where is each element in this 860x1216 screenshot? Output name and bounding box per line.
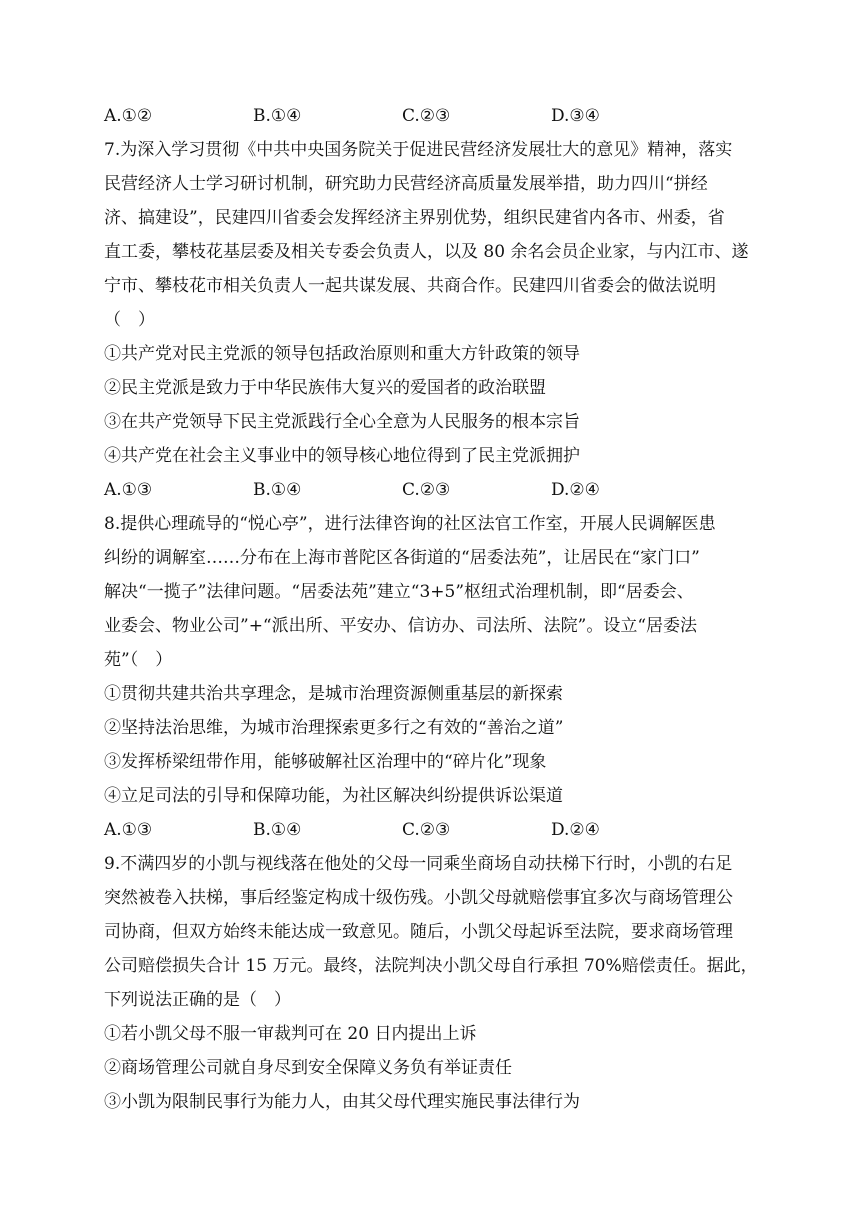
q8-options <box>104 813 764 847</box>
option-a: A.①③ <box>104 820 153 840</box>
option-d: D.③④ <box>551 106 600 126</box>
q7-stem-line: 民营经济人士学习研讨机制，研究助力民营经济高质量发展举措，助力四川“拼经 <box>104 174 708 194</box>
option-b: B.①④ <box>253 106 302 126</box>
q9-stem-line: 突然被卷入扶梯，事后经鉴定构成十级伤残。小凯父母就赔偿事宜多次与商场管理公 <box>104 888 733 908</box>
option-d: D.②④ <box>551 820 600 840</box>
question-8 <box>104 507 764 847</box>
option-b: B.①④ <box>253 480 302 500</box>
q7-stem-line: 济、搞建设”，民建四川省委会发挥经济主界别优势，组织民建省内各市、州委，省 <box>104 208 725 228</box>
exam-page <box>104 99 764 1119</box>
option-c: C.②③ <box>402 480 451 500</box>
q8-stem-line: 解决“一揽子”法律问题。“居委法苑”建立“3+5”枢纽式治理机制，即“居委会、 <box>104 582 694 602</box>
q8-statement-4: ④立足司法的引导和保障功能，为社区解决纠纷提供诉讼渠道 <box>104 786 563 806</box>
q7-options <box>104 473 764 507</box>
option-d: D.②④ <box>551 480 600 500</box>
q9-stem-line: 司协商，但双方始终未能达成一致意见。随后，小凯父母起诉至法院，要求商场管理 <box>104 922 733 942</box>
q9-stem-line: 公司赔偿损失合计 15 万元。最终，法院判决小凯父母自行承担 70%赔偿责任。据此， <box>104 956 758 976</box>
q7-stem-line: 直工委，攀枝花基层委及相关专委会负责人，以及 80 余名会员企业家，与内江市、遂 <box>104 242 749 262</box>
q7-stem-line: 7.为深入学习贯彻《中共中央国务院关于促进民营经济发展壮大的意见》精神，落实 <box>104 140 733 160</box>
q8-stem-line: 业委会、物业公司”+“派出所、平安办、信访办、司法所、法院”。设立“居委法 <box>104 616 698 636</box>
q8-statement-1: ①贯彻共建共治共享理念，是城市治理资源侧重基层的新探索 <box>104 684 563 704</box>
q7-statement-3: ③在共产党领导下民主党派践行全心全意为人民服务的根本宗旨 <box>104 412 580 432</box>
q7-statement-1: ①共产党对民主党派的领导包括政治原则和重大方针政策的领导 <box>104 344 580 364</box>
q9-stem-line: 9.不满四岁的小凯与视线落在他处的父母一同乘坐商场自动扶梯下行时，小凯的右足 <box>104 854 733 874</box>
q8-stem-line: 苑”（ ） <box>104 650 173 670</box>
option-c: C.②③ <box>402 820 451 840</box>
q9-statement-2: ②商场管理公司就自身尽到安全保障义务负有举证责任 <box>104 1058 512 1078</box>
option-a: A.①③ <box>104 480 153 500</box>
q9-statement-3: ③小凯为限制民事行为能力人，由其父母代理实施民事法律行为 <box>104 1092 580 1112</box>
q7-answer-blank: （ ） <box>104 310 155 330</box>
q9-stem-line: 下列说法正确的是（ ） <box>104 990 291 1010</box>
option-a: A.①② <box>104 106 153 126</box>
question-9 <box>104 847 764 1119</box>
q7-statement-4: ④共产党在社会主义事业中的领导核心地位得到了民主党派拥护 <box>104 446 580 466</box>
q9-statement-1: ①若小凯父母不服一审裁判可在 20 日内提出上诉 <box>104 1024 477 1044</box>
option-b: B.①④ <box>253 820 302 840</box>
q6-options <box>104 99 764 133</box>
q8-statement-2: ②坚持法治思维，为城市治理探索更多行之有效的“善治之道” <box>104 718 564 738</box>
question-7 <box>104 133 764 507</box>
option-c: C.②③ <box>402 106 451 126</box>
q7-stem-line: 宁市、攀枝花市相关负责人一起共谋发展、共商合作。民建四川省委会的做法说明 <box>104 276 716 296</box>
q8-stem-line: 8.提供心理疏导的“悦心亭”，进行法律咨询的社区法官工作室，开展人民调解医患 <box>104 514 716 534</box>
q7-statement-2: ②民主党派是致力于中华民族伟大复兴的爱国者的政治联盟 <box>104 378 546 398</box>
q8-stem-line: 纠纷的调解室……分布在上海市普陀区各街道的“居委法苑”，让居民在“家门口” <box>104 548 700 568</box>
q8-statement-3: ③发挥桥梁纽带作用，能够破解社区治理中的“碎片化”现象 <box>104 752 547 772</box>
